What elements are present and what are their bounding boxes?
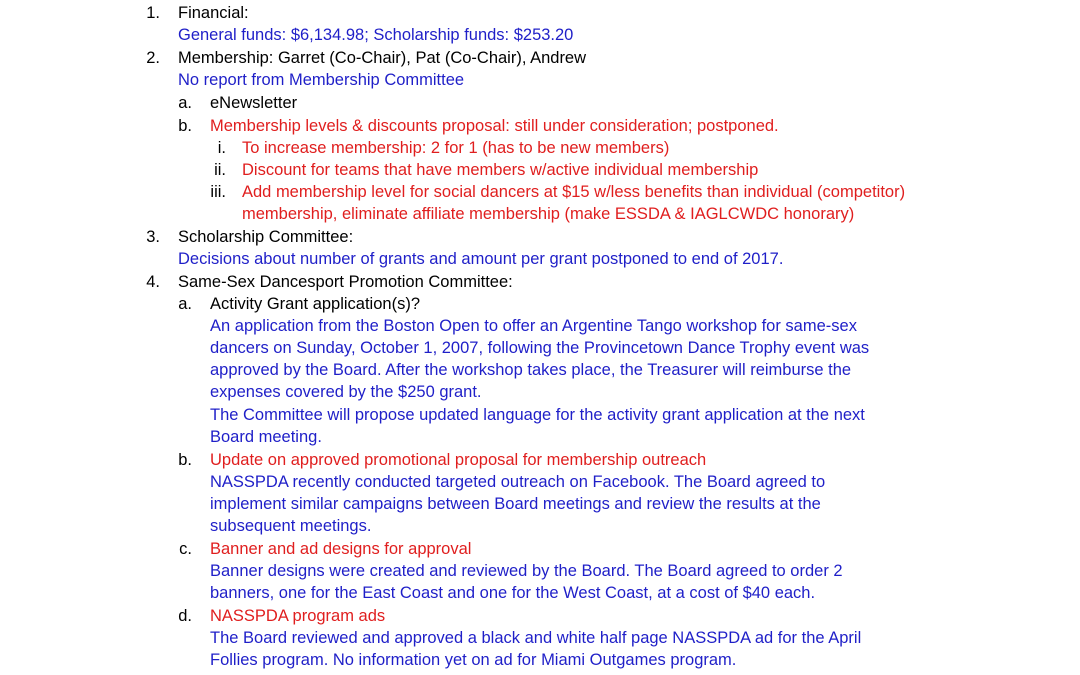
item-heading-promotion: Same-Sex Dancesport Promotion Committee:: [178, 273, 513, 291]
subitem-letter: c.: [179, 540, 192, 558]
subitem-letter: a.: [178, 94, 192, 112]
item-heading-membership: Membership: Garret (Co-Chair), Pat (Co-Chair), Andrew: [178, 49, 587, 67]
membership-note: No report from Membership Committee: [178, 71, 465, 89]
activity-grant-body-line: Board meeting.: [210, 428, 322, 446]
item-number: 2.: [146, 49, 160, 67]
subitem-roman: iii.: [210, 183, 226, 201]
item-heading-scholarship: Scholarship Committee:: [178, 228, 354, 246]
subitem-banner-title: Banner and ad designs for approval: [210, 540, 472, 558]
subitem-enewsletter: eNewsletter: [210, 94, 298, 112]
subitem-letter: a.: [178, 295, 192, 313]
subitem-activity-grant-title: Activity Grant application(s)?: [210, 295, 420, 313]
subitem-outreach-title: Update on approved promotional proposal for membership outreach: [210, 451, 707, 469]
banner-body-line: banners, one for the East Coast and one for the West Coast, at a cost of $40 each.: [210, 584, 816, 602]
activity-grant-body-line: dancers on Sunday, October 1, 2007, following the Provincetown Dance Trophy event was: [210, 339, 870, 357]
activity-grant-body-line: approved by the Board. After the workshop takes place, the Treasurer will reimburse the: [210, 361, 852, 379]
subitem-letter: b.: [178, 451, 192, 469]
financial-funds-text: General funds: $6,134.98; Scholarship funds: $253.20: [178, 26, 574, 44]
item-heading-financial: Financial:: [178, 4, 249, 22]
item-number: 3.: [146, 228, 160, 246]
item-number: 1.: [146, 4, 160, 22]
activity-grant-body-line: expenses covered by the $250 grant.: [210, 383, 482, 401]
subitem-increase-membership: To increase membership: 2 for 1 (has to be new members): [242, 139, 670, 157]
subitem-team-discount: Discount for teams that have members w/active individual membership: [242, 161, 759, 179]
outreach-body-line: NASSPDA recently conducted targeted outreach on Facebook. The Board agreed to: [210, 473, 826, 491]
program-ads-body-line: Follies program. No information yet on ad for Miami Outgames program.: [210, 651, 737, 669]
subitem-social-level-line1: Add membership level for social dancers at $15 w/less benefits than individual (competitor): [242, 183, 906, 201]
scholarship-text: Decisions about number of grants and amount per grant postponed to end of 2017.: [178, 250, 784, 268]
subitem-membership-levels: Membership levels & discounts proposal: still under consideration; postponed.: [210, 117, 779, 135]
subitem-roman: ii.: [214, 161, 226, 179]
activity-grant-body-line: The Committee will propose updated language for the activity grant application at the next: [210, 406, 865, 424]
subitem-social-level-line2: membership, eliminate affiliate membership (make ESSDA & IAGLCWDC honorary): [242, 205, 855, 223]
subitem-roman: i.: [217, 139, 226, 157]
subitem-program-ads-title: NASSPDA program ads: [210, 607, 386, 625]
outreach-body-line: implement similar campaigns between Board meetings and review the results at the: [210, 495, 821, 513]
banner-body-line: Banner designs were created and reviewed by the Board. The Board agreed to order 2: [210, 562, 843, 580]
subitem-letter: d.: [178, 607, 192, 625]
subitem-letter: b.: [178, 117, 192, 135]
activity-grant-body-line: An application from the Boston Open to offer an Argentine Tango workshop for same-sex: [210, 317, 857, 335]
outreach-body-line: subsequent meetings.: [210, 517, 372, 535]
program-ads-body-line: The Board reviewed and approved a black and white half page NASSPDA ad for the April: [210, 629, 862, 647]
item-number: 4.: [146, 273, 160, 291]
